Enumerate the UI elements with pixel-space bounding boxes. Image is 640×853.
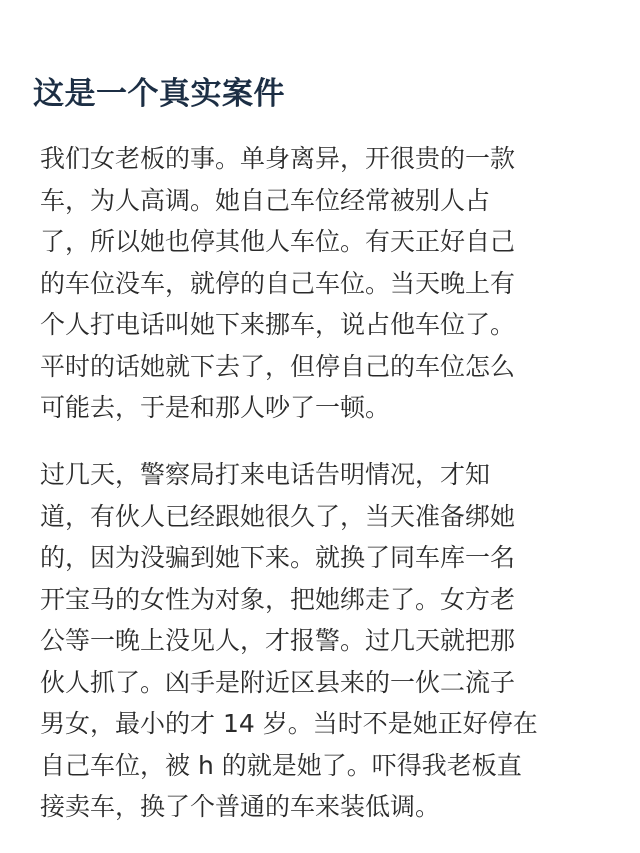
- paragraph-line: 自己车位，被 h 的就是她了。吓得我老板直: [40, 750, 522, 780]
- paragraph-line: 了，所以她也停其他人车位。有天正好自己: [40, 227, 516, 256]
- paragraph-line: 过几天，警察局打来电话告明情况，才知: [40, 460, 491, 489]
- paragraph-line: 的，因为没骗到她下来。就换了同车库一名: [40, 543, 516, 572]
- paragraph-line: 伙人抓了。凶手是附近区县来的一伙二流子: [40, 667, 516, 697]
- paragraph-line: 道，有伙人已经跟她很久了，当天准备绑她: [40, 501, 516, 531]
- paragraph-line: 我们女老板的事。单身离异，开很贵的一款: [40, 144, 516, 173]
- post-title: 这是一个真实案件: [33, 76, 285, 112]
- paragraph-line: 的车位没车，就停的自己车位。当天晚上有: [40, 268, 516, 298]
- paragraph-line: 男女，最小的才 14 岁。当时不是她正好停在: [40, 709, 538, 738]
- paragraph-line: 车，为人高调。她自己车位经常被别人占: [40, 185, 491, 215]
- paragraph-line: 开宝马的女性为对象，把她绑走了。女方老: [40, 584, 516, 614]
- story-paragraph-2: [40, 454, 600, 828]
- paragraph-line: 接卖车，换了个普通的车来装低调。: [40, 792, 441, 821]
- paragraph-line: 平时的话她就下去了，但停自己的车位怎么: [40, 351, 516, 381]
- paragraph-line: 个人打电话叫她下来挪车，说占他车位了。: [40, 310, 516, 339]
- paragraph-line: 公等一晚上没见人，才报警。过几天就把那: [40, 626, 516, 655]
- story-paragraph-1: [40, 138, 600, 429]
- paragraph-line: 可能去，于是和那人吵了一顿。: [40, 393, 391, 422]
